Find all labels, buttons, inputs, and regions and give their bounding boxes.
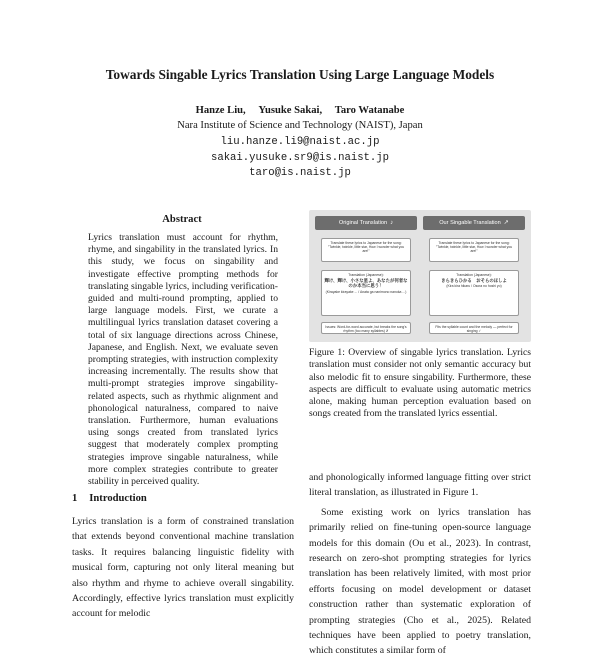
section-number: 1	[72, 493, 78, 504]
prompt-box: Translate these lyrics to Japanese for the song: "Twinkle, twinkle, little star, How I wonder what you are!"	[429, 238, 519, 262]
output-box	[321, 270, 411, 316]
figure-1	[309, 210, 531, 342]
email-address[interactable]: taro@is.naist.jp	[249, 167, 351, 179]
paragraph: and phonologically informed language fitting over strict literal translation, as illustrated in Figure 1.	[309, 472, 531, 499]
output-romanization: (Kira kira hikaru / Osora no hoshi yo)	[446, 284, 502, 289]
section-title: Introduction	[89, 493, 147, 504]
panel-header	[423, 216, 525, 230]
output-translation: きらきらひかる おそらのほしよ	[441, 278, 507, 284]
paper-title: Towards Singable Lyrics Translation Using Large Language Models	[105, 67, 495, 82]
email-list	[0, 135, 600, 182]
figure-caption: Figure 1: Overview of singable lyrics translation. Lyrics translation must consider not only semantic accuracy but also melodic fit to ensure singability. Furthermore, these aspects are difficult to evaluate using automatic metrics alone, making human perception evaluation based on songs created from the translated lyrics essential.	[309, 347, 531, 420]
result-box: Fits the syllable count and the melody — perfect for singing ✓	[429, 322, 519, 334]
output-box	[429, 270, 519, 316]
abstract-text: Lyrics translation must account for rhythm, rhyme, and singability in the translated lyrics. In this study, we focus on singability and investigate effective prompting methods for translating singable lyrics, including verification-guided and multi-round prompting, applied to large language models. First, we curate a multilingual lyrics translation dataset covering a total of six language directions across Chinese, Japanese, and English. Next, we evaluate seven prompting strategies, with instruction complexity increasing incrementally. The results show that multi-prompt strategies improve singability-related aspects, such as rhythmic alignment and phonological naturalness, compared to naive translation. Furthermore, human evaluations using songs created from translated lyrics suggest that moderately complex prompting strategies improve singable naturalness, while more complex strategies contribute to greater stability in perceived quality.	[88, 232, 278, 488]
email-address[interactable]: liu.hanze.li9@naist.ac.jp	[220, 136, 380, 148]
paragraph: Some existing work on lyrics translation has primarily relied on fine-tuning open-source language models for this domain (Ou et al., 2023). In contrast, research on zero-shot prompting strategies for lyrics translation has been relatively limited, with most prior efforts focusing on model development or dataset construction rather than systematic exploration of prompting strategies (Cho et al., 2025). Related techniques have been applied to poetry translation, which constitutes a similar form of	[309, 506, 531, 657]
right-column-text	[309, 470, 531, 659]
issue-box: Issues: Word-for-word accurate, but breaks the song's rhythm (too many syllables) ✗	[321, 322, 411, 334]
author-name: Hanze Liu,	[195, 105, 246, 116]
output-label: Translation (Japanese):	[348, 273, 384, 277]
section-heading-introduction	[72, 492, 147, 505]
music-note-icon: ♪	[390, 220, 394, 226]
author-name: Yusuke Sakai,	[258, 105, 323, 116]
output-translation: 輝け、輝け、小さな星よ、あなたが何者なのか本当に思う！	[324, 278, 408, 289]
panel-title: Our Singable Translation	[439, 220, 501, 226]
abstract-heading: Abstract	[162, 214, 202, 225]
output-label: Translation (Japanese):	[456, 273, 492, 277]
panel-header	[315, 216, 417, 230]
author-list	[0, 104, 600, 118]
affiliation: Nara Institute of Science and Technology (NAIST), Japan	[177, 120, 423, 131]
email-address[interactable]: sakai.yusuke.sr9@is.naist.jp	[210, 151, 389, 164]
prompt-box: Translate these lyrics to Japanese for the song: "Twinkle, twinkle, little star, How I wonder what you are!"	[321, 238, 411, 262]
pencil-icon: ↗	[503, 220, 509, 226]
singable-translation-panel	[423, 216, 525, 336]
original-translation-panel	[315, 216, 417, 336]
author-name: Taro Watanabe	[334, 105, 405, 116]
introduction-text: Lyrics translation is a form of constrained translation that extends beyond conventional machine translation tasks. It requires balancing linguistic fidelity with musical form, capturing not only literal meaning but also rhythm and rhyme to achieve overall singability. Accordingly, effective lyrics translation must explicitly account for melodic	[72, 516, 294, 620]
output-romanization: (Kirayake kirayake ... / Anata ga nanimono nanoka ...)	[325, 289, 407, 294]
panel-title: Original Translation	[338, 220, 388, 226]
